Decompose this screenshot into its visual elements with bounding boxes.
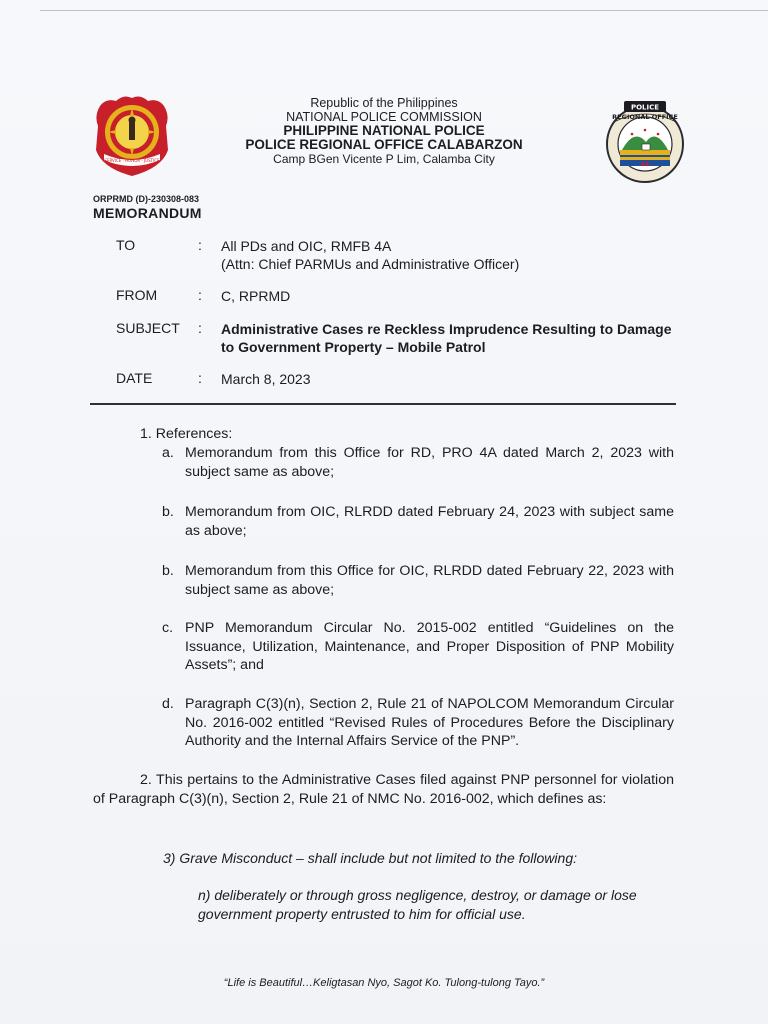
reference-marker: b. xyxy=(162,504,174,520)
header-line-2: NATIONAL POLICE COMMISSION xyxy=(286,110,482,124)
from-colon: : xyxy=(198,287,202,303)
to-label: TO xyxy=(116,237,136,253)
from-label: FROM xyxy=(116,287,158,303)
reference-text: Memorandum from OIC, RLRDD dated February 24, 2023 with subject same as above; xyxy=(185,504,674,539)
reference-marker: b. xyxy=(162,563,174,579)
section-1-heading: 1. References: xyxy=(140,426,233,442)
date-label: DATE xyxy=(116,370,153,386)
memo-title: MEMORANDUM xyxy=(93,205,202,221)
svg-text:SERVICE · HONOR · JUSTICE: SERVICE · HONOR · JUSTICE xyxy=(104,158,160,163)
header-line-3: PHILIPPINE NATIONAL POLICE xyxy=(283,123,485,138)
subject-value: Administrative Cases re Reckless Imprudence Resulting to Damage to Government Property – Mobile Patrol xyxy=(221,321,672,355)
reference-code: ORPRMD (D)-230308-083 xyxy=(93,194,200,204)
header-line-1: Republic of the Philippines xyxy=(310,96,458,110)
header-line-5: Camp BGen Vicente P Lim, Calamba City xyxy=(273,152,495,166)
from-value: C, RPRMD xyxy=(221,288,291,304)
to-value xyxy=(221,237,681,273)
reference-marker: c. xyxy=(162,620,174,636)
subparagraph-n-quote: n) deliberately or through gross negligence, destroy, or damage or lose government property entrusted to him for official use. xyxy=(198,887,637,922)
date-colon: : xyxy=(198,370,202,386)
reference-text: PNP Memorandum Circular No. 2015-002 entitled “Guidelines on the Issuance, Utilization, Maintenance, and Proper Disposition of PNP Mobility Assets”; and xyxy=(185,620,674,673)
to-colon: : xyxy=(198,237,202,253)
footer-slogan: “Life is Beautiful…Keligtasan Nyo, Sagot Ko. Tulong-tulong Tayo.” xyxy=(223,977,545,989)
subject-label: SUBJECT xyxy=(116,320,180,336)
header-divider xyxy=(90,403,676,405)
svg-text:4A: 4A xyxy=(640,161,650,168)
to-line-1: All PDs and OIC, RMFB 4A xyxy=(221,238,392,254)
svg-text:REGIONAL OFFICE: REGIONAL OFFICE xyxy=(612,113,678,121)
to-line-2: (Attn: Chief PARMUs and Administrative Officer) xyxy=(221,256,520,272)
header-line-4: POLICE REGIONAL OFFICE CALABARZON xyxy=(245,137,523,152)
top-edge-line xyxy=(40,10,768,11)
reference-text: Memorandum from this Office for RD, PRO 4A dated March 2, 2023 with subject same as above; xyxy=(185,445,674,480)
date-value: March 8, 2023 xyxy=(221,371,311,387)
reference-marker: d. xyxy=(162,696,174,712)
section-2-paragraph: 2. This pertains to the Administrative Cases filed against PNP personnel for violation of Paragraph C(3)(n), Section 2, Rule 21 of NMC No. 2016-002, which defines as: xyxy=(93,772,674,807)
reference-text: Paragraph C(3)(n), Section 2, Rule 21 of NAPOLCOM Memorandum Circular No. 2016-002 entitled “Revised Rules of Procedures Before the Disciplinary Authority and the Internal Affairs Service of the PNP”. xyxy=(185,696,674,749)
reference-text: Memorandum from this Office for OIC, RLRDD dated February 22, 2023 with subject same as above; xyxy=(185,563,674,598)
subject-colon: : xyxy=(198,320,202,336)
grave-misconduct-quote: 3) Grave Misconduct – shall include but not limited to the following: xyxy=(163,850,577,866)
svg-text:POLICE: POLICE xyxy=(630,103,660,112)
letterhead xyxy=(0,96,768,166)
reference-marker: a. xyxy=(162,445,174,461)
